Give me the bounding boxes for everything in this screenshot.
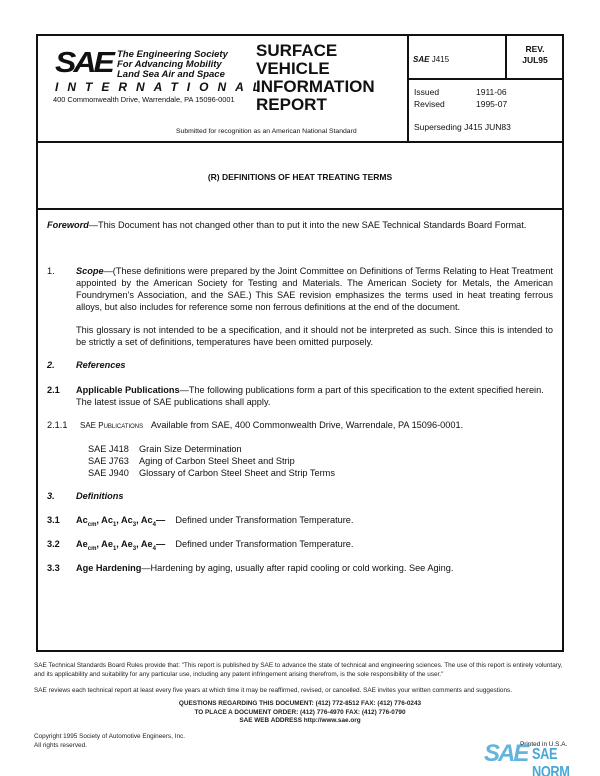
ref-title: Grain Size Determination: [139, 444, 242, 454]
ref-code: SAE J940: [88, 468, 129, 478]
section-number: 2.: [47, 360, 55, 370]
sae-address: 400 Commonwealth Drive, Warrendale, PA 15096-0001: [53, 95, 235, 104]
web-address[interactable]: SAE WEB ADDRESS http://www.sae.org: [239, 717, 361, 724]
definition-text: —Hardening by aging, usually after rapid cooling or cold working. See Aging.: [141, 563, 454, 573]
divider: [407, 34, 409, 142]
divider: [407, 78, 564, 80]
reference-item: [88, 455, 335, 467]
rights-line: All rights reserved.: [34, 741, 87, 749]
doc-number-value: J415: [431, 55, 450, 64]
tagline-line: Land Sea Air and Space: [117, 69, 225, 80]
tagline-line: For Advancing Mobility: [117, 59, 222, 70]
section-number: 3.3: [47, 563, 60, 573]
issued-value: 1911-06: [476, 87, 507, 97]
section-heading: Definitions: [76, 491, 124, 501]
tagline-line: The Engineering Society: [117, 49, 228, 60]
section-number: 2.1.1: [47, 420, 68, 430]
section-number: 3.2: [47, 539, 60, 549]
rev-value: JUL95: [522, 55, 548, 65]
superseding: Superseding J415 JUN83: [414, 122, 511, 132]
scope-label: Scope: [76, 266, 104, 276]
revised-value: 1995-07: [476, 99, 508, 109]
issued-label: Issued: [414, 87, 440, 97]
submitted-note: Submitted for recognition as an American National Standard: [176, 128, 357, 135]
doc-number: [413, 55, 449, 64]
divider: [36, 141, 564, 143]
printed-in: Printed in U.S.A.: [520, 741, 568, 748]
watermark-logo-icon: SAE: [484, 740, 528, 767]
section-number: 3.: [47, 491, 55, 501]
international-wordmark: INTERNATIONAL: [55, 80, 270, 94]
sae-logo: SAE: [55, 45, 112, 79]
report-type-line: INFORMATION: [256, 77, 375, 96]
ref-code: SAE J418: [88, 444, 129, 454]
definition-text: Defined under Transformation Temperature.: [175, 539, 354, 549]
document-title: (R) DEFINITIONS OF HEAT TREATING TERMS: [207, 172, 393, 182]
order-line: TO PLACE A DOCUMENT ORDER: (412) 776-4970 FAX: (412) 776-0790: [194, 708, 406, 716]
definition-text: Defined under Transformation Temperature.: [175, 515, 354, 525]
ref-title: Glossary of Carbon Steel Sheet and Strip Terms: [139, 468, 335, 478]
ref-title: Aging of Carbon Steel Sheet and Strip: [139, 456, 295, 466]
section-heading: References: [76, 360, 126, 370]
questions-line: QUESTIONS REGARDING THIS DOCUMENT: (412) 772-8512 FAX: (412) 776-0243: [178, 700, 422, 707]
definition-3-1: [76, 514, 353, 531]
issue-dates: [414, 86, 507, 110]
report-type: [256, 42, 375, 114]
copyright: [34, 733, 185, 750]
revision: [505, 44, 565, 66]
rev-label: REV.: [525, 44, 545, 54]
reference-item: [88, 467, 335, 479]
foreword-text: —This Document has not changed other than to put it into the new SAE Technical Standards Board Format.: [88, 220, 527, 230]
footer-rules: SAE Technical Standards Board Rules provide that: "This report is published by SAE to advance the state of technical and engineering sciences. The use of this report is entirely voluntary, and its applicability and suitability for any particular use, including any patent infringement arising therefrom, is the sole responsibility of the user.": [34, 662, 563, 678]
report-type-line: SURFACE: [256, 41, 338, 60]
subsection-label: Applicable Publications: [76, 385, 180, 395]
scope-text: —(These definitions were prepared by the Joint Committee on Definitions of Terms Relating to Heat Treatment appointed by the American Society for Testing and Materials. The American Society for Metals, the American Foundrymen's Association, and the SAE.) This SAE revision emphasizes the terms used in heat treating ferrous alloys, but also includes for reference some non ferrous definitions at the end of the document.: [76, 266, 553, 312]
term-label: Age Hardening: [76, 563, 142, 573]
terms: $Ae_{cm}$, $Ae_1$, $Ae_3$, $Ae_4—$: [76, 539, 166, 552]
reference-list: [88, 443, 335, 479]
watermark-text: SAE NORM: [532, 746, 570, 776]
revised-label: Revised: [414, 99, 445, 109]
definition-3-2: [76, 538, 353, 555]
subsection-text: —The following publications form a part of this specification to the extent specified herein. The latest issue of SAE publications shall apply.: [76, 385, 544, 407]
scope-paragraph: [76, 265, 553, 313]
foreword: [47, 219, 553, 231]
ref-code: SAE J763: [88, 456, 129, 466]
footer-contact: [0, 700, 600, 726]
report-type-line: VEHICLE: [256, 59, 330, 78]
definition-3-3: [76, 562, 453, 574]
reference-item: [88, 443, 335, 455]
scope-paragraph-2: This glossary is not intended to be a specification, and it should not be interpreted as such. Since this is intended to be strictly a set of definitions, temperatures have been omitted purposely.: [76, 325, 553, 347]
section-number: 1.: [47, 266, 55, 276]
report-type-line: REPORT: [256, 95, 327, 114]
sae-publications: [80, 419, 463, 432]
society-tagline: [117, 50, 228, 80]
sae-small-logo: SAE: [413, 55, 430, 64]
terms: $Ac_{cm}$, $Ac_1$, $Ac_3$, $Ac_4—$: [76, 515, 166, 528]
applicable-publications: [76, 384, 553, 408]
copyright-line: Copyright 1995 Society of Automotive Engineers, Inc.: [34, 733, 185, 740]
subsection-text: Available from SAE, 400 Commonwealth Drive, Warrendale, PA 15096-0001.: [150, 420, 464, 430]
divider: [36, 208, 564, 210]
subsection-label: SAE Publications: [80, 421, 144, 430]
footer-review: SAE reviews each technical report at least every five years at which time it may be reaffirmed, revised, or cancelled. SAE invites your written comments and suggestions.: [34, 687, 512, 694]
foreword-label: Foreword: [47, 220, 89, 230]
section-number: 2.1: [47, 385, 60, 395]
section-number: 3.1: [47, 515, 60, 525]
